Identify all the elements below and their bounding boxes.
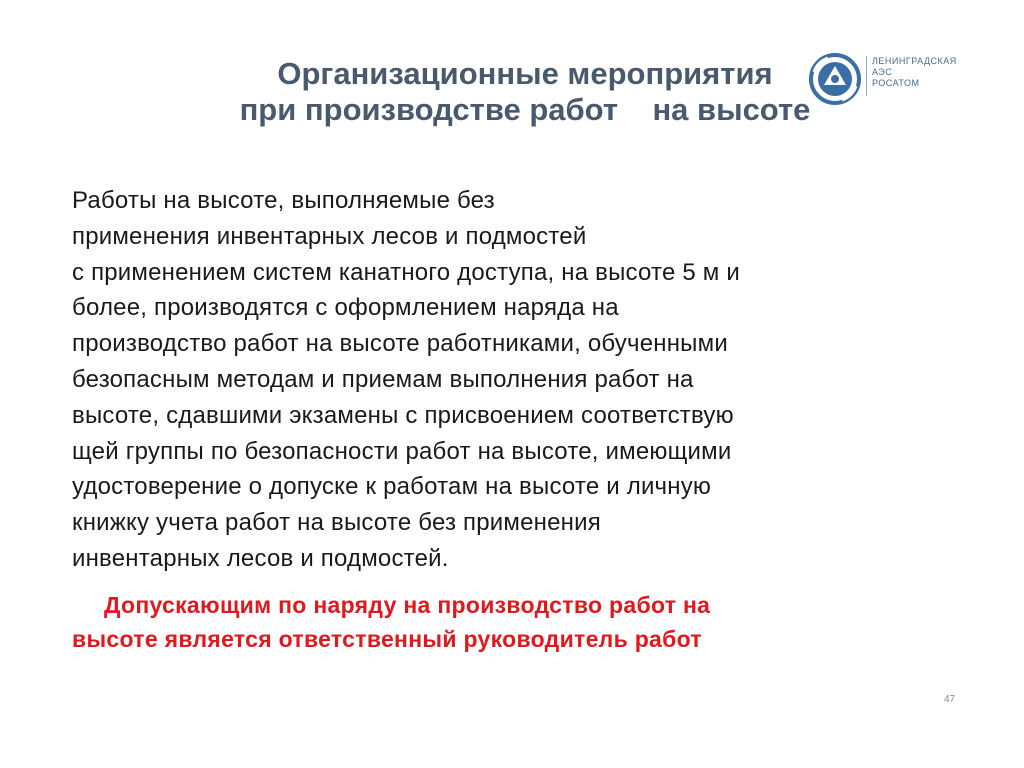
page-number: 47	[944, 694, 956, 705]
body-line: безопасным методам и приемам выполнения работ на	[72, 365, 694, 393]
emphasis-line-1: Допускающим по наряду на производство работ на	[104, 592, 711, 618]
body-line: с применением систем канатного доступа, на высоте 5 м и	[72, 258, 740, 286]
logo-line-1: ЛЕНИНГРАДСКАЯ	[872, 56, 957, 66]
body-line: инвентарных лесов и подмостей.	[72, 544, 449, 572]
rosatom-logo-icon	[808, 52, 862, 106]
emphasis-statement	[72, 588, 952, 656]
title-line-2: при производстве работ на высоте	[239, 92, 811, 127]
body-line: щей группы по безопасности работ на высоте, имеющими	[72, 437, 732, 465]
body-line: производство работ на высоте работниками, обученными	[72, 330, 728, 358]
logo-line-2: АЭС	[872, 67, 893, 77]
logo-divider	[866, 56, 867, 96]
logo-line-3: РОСАТОМ	[872, 78, 920, 88]
body-line: высоте, сдавшими экзамены с присвоением соответствую	[72, 401, 734, 429]
title-line-1: Организационные мероприятия	[277, 56, 773, 91]
body-line: более, производятся с оформлением наряда на	[72, 294, 619, 322]
body-line: применения инвентарных лесов и подмостей	[72, 222, 587, 250]
company-logo	[808, 52, 978, 112]
slide-title	[150, 56, 900, 128]
emphasis-line-2: высоте является ответственный руководитель работ	[72, 626, 702, 652]
body-paragraph	[72, 183, 952, 577]
body-line: удостоверение о допуске к работам на высоте и личную	[72, 473, 712, 501]
body-line: Работы на высоте, выполняемые без	[72, 187, 495, 214]
logo-text	[872, 56, 957, 89]
body-line: книжку учета работ на высоте без применения	[72, 509, 601, 537]
